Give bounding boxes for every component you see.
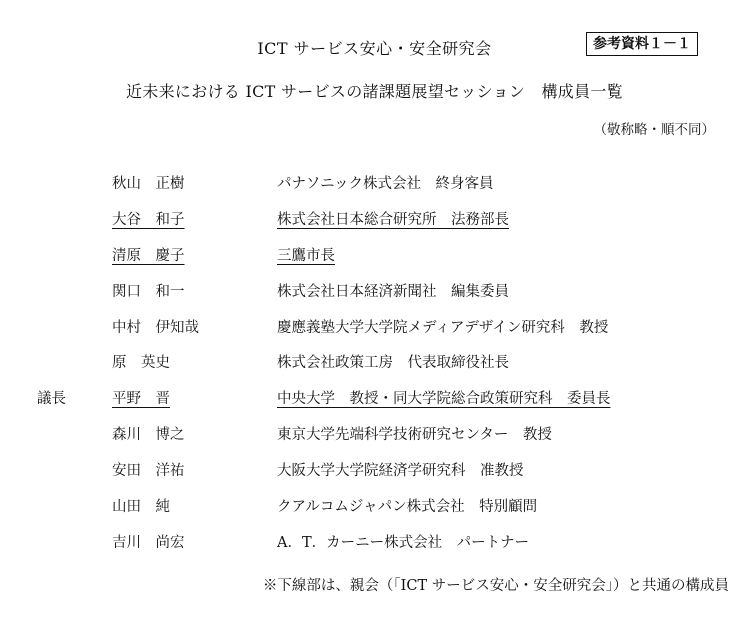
member-role: 議長 — [37, 391, 66, 408]
member-affiliation: 大阪大学大学院経済学研究科 准教授 — [277, 463, 524, 480]
member-row — [0, 316, 749, 352]
member-affiliation: 株式会社日本経済新聞社 編集委員 — [277, 283, 509, 300]
member-name: 森川 博之 — [112, 427, 185, 444]
member-row — [0, 351, 749, 387]
member-affiliation: 慶應義塾大学大学院メディアデザイン研究科 教授 — [277, 319, 609, 336]
member-list — [0, 172, 749, 567]
member-affiliation: 株式会社政策工房 代表取締役社長 — [277, 355, 509, 372]
member-name: 清原 慶子 — [112, 247, 185, 264]
document-subtitle: 近未来における ICT サービスの諸課題展望セッション 構成員一覧 — [126, 82, 623, 101]
member-affiliation: 東京大学先端科学技術研究センター 教授 — [277, 427, 552, 444]
honorific-note: （敬称略・順不同） — [593, 122, 715, 138]
member-row — [0, 387, 749, 423]
member-row — [0, 244, 749, 280]
page-title: ICT サービス安心・安全研究会 — [257, 39, 492, 58]
member-name: 原 英史 — [112, 355, 170, 372]
member-affiliation: クアルコムジャパン株式会社 特別顧問 — [277, 499, 538, 516]
reference-label-box: 参考資料１－１ — [586, 32, 698, 56]
member-name: 関口 和一 — [112, 283, 185, 300]
member-name: 山田 純 — [112, 499, 170, 516]
member-row — [0, 208, 749, 244]
member-name: 吉川 尚宏 — [112, 534, 185, 551]
member-row — [0, 459, 749, 495]
member-row — [0, 495, 749, 531]
member-affiliation: 中央大学 教授・同大学院総合政策研究科 委員長 — [277, 391, 611, 408]
member-row — [0, 280, 749, 316]
member-name: 秋山 正樹 — [112, 176, 185, 192]
member-row — [0, 531, 749, 567]
member-affiliation: 三鷹市長 — [277, 247, 335, 264]
member-name: 安田 洋祐 — [112, 463, 185, 480]
member-affiliation: パナソニック株式会社 終身客員 — [277, 176, 494, 192]
member-name: 中村 伊知哉 — [112, 319, 199, 336]
member-affiliation: A．T．カーニー株式会社 パートナー — [277, 534, 530, 551]
member-name: 大谷 和子 — [112, 211, 185, 228]
member-row — [0, 172, 749, 208]
member-affiliation: 株式会社日本総合研究所 法務部長 — [277, 211, 509, 228]
member-name: 平野 晋 — [112, 391, 170, 408]
member-row — [0, 423, 749, 459]
footnote: ※下線部は、親会（「ICT サービス安心・安全研究会」）と共通の構成員 — [262, 578, 729, 594]
